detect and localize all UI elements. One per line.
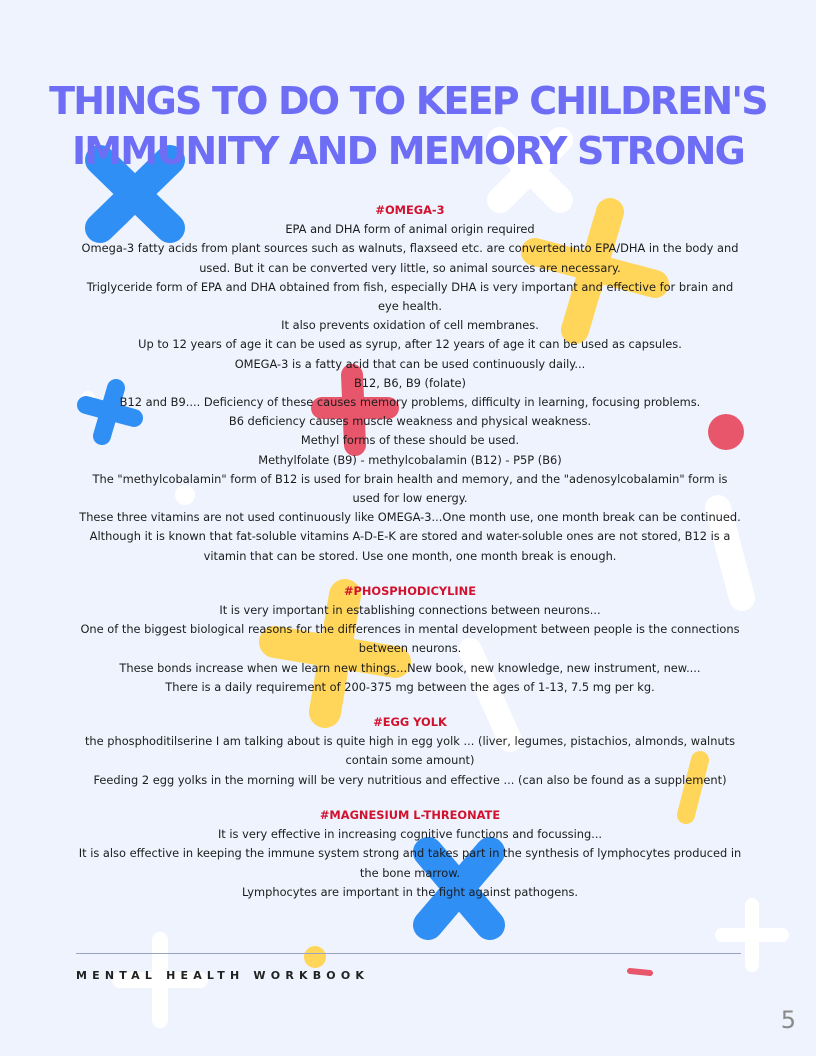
paragraph: Up to 12 years of age it can be used as syrup, after 12 years of age it can be used as capsules. [138, 337, 682, 352]
paragraph: It is very effective in increasing cognitive functions and focussing... [217, 827, 603, 842]
footer-divider [76, 953, 741, 954]
paragraph: Feeding 2 egg yolks in the morning will be very nutritious and effective ... (can also be found as a supplement) [93, 772, 727, 787]
paragraph: Omega-3 fatty acids from plant sources such as walnuts, flaxseed etc. are converted into EPA/DHA in the body and used. But it can be converted very little, so animal sources are necessary. [81, 241, 739, 275]
paragraph: OMEGA-3 is a fatty acid that can be used continuously daily... [234, 356, 586, 371]
paragraph: It is very important in establishing connections between neurons... [219, 603, 601, 618]
section-heading: #MAGNESIUM L-THREONATE [319, 807, 501, 822]
paragraph: Triglyceride form of EPA and DHA obtained from fish, especially DHA is very important and effective for brain and eye health. [86, 279, 734, 314]
paragraph: One of the biggest biological reasons for the differences in mental development between people is the connections between neurons. [80, 622, 740, 656]
paragraph: B12 and B9.... Deficiency of these causes memory problems, difficulty in learning, focusing problems. [119, 395, 701, 410]
section-heading: #OMEGA-3 [375, 203, 445, 217]
section-heading: #PHOSPHODICYLINE [344, 583, 476, 598]
page-number: 5 [780, 1006, 796, 1034]
red-dash-icon [630, 971, 650, 973]
paragraph: B6 deficiency causes muscle weakness and physical weakness. [228, 414, 592, 429]
paragraph: It is also effective in keeping the immune system strong and takes part in the synthesis of lymphocytes produced in the bone marrow. [78, 846, 742, 880]
paragraph: the phosphoditilserine I am talking about is quite high in egg yolk ... (liver, legumes, pistachios, almonds, walnuts contain some amount) [84, 734, 736, 768]
main-content [78, 201, 742, 918]
yellow-dot-icon [304, 946, 326, 968]
section-heading: #EGG YOLK [373, 715, 447, 730]
paragraph: These bonds increase when we learn new things...New book, new knowledge, new instrument, new.... [119, 660, 701, 675]
paragraph: These three vitamins are not used continuously like OMEGA-3...One month use, one month break can be continued. [79, 510, 741, 525]
section-egg-yolk [78, 713, 742, 790]
paragraph: Lymphocytes are important in the fight against pathogens. [241, 884, 579, 899]
paragraph: B12, B6, B9 (folate) [353, 375, 467, 390]
paragraph: Methyl forms of these should be used. [300, 433, 520, 448]
paragraph: EPA and DHA form of animal origin required [285, 222, 535, 237]
page-title: THINGS TO DO TO KEEP CHILDREN'S IMMUNITY AND MEMORY STRONG [49, 79, 767, 173]
section-omega-3 [78, 201, 742, 566]
footer-label: MENTAL HEALTH WORKBOOK [76, 969, 370, 982]
section-phosphodicyline [78, 582, 742, 697]
section-magnesium-l-threonate [78, 806, 742, 902]
paragraph: Methylfolate (B9) - methylcobalamin (B12) - P5P (B6) [258, 452, 562, 467]
paragraph: It also prevents oxidation of cell membranes. [281, 318, 539, 333]
paragraph: There is a daily requirement of 200-375 mg between the ages of 1-13, 7.5 mg per kg. [165, 679, 655, 694]
paragraph: Although it is known that fat-soluble vitamins A-D-E-K are stored and water-soluble ones are not stored, B12 is a vitamin that can be stored. Use one month, one month break is enough. [89, 529, 731, 563]
paragraph: The "methylcobalamin" form of B12 is used for brain health and memory, and the "adenosylcobalamin" form is used for low energy. [92, 471, 728, 506]
